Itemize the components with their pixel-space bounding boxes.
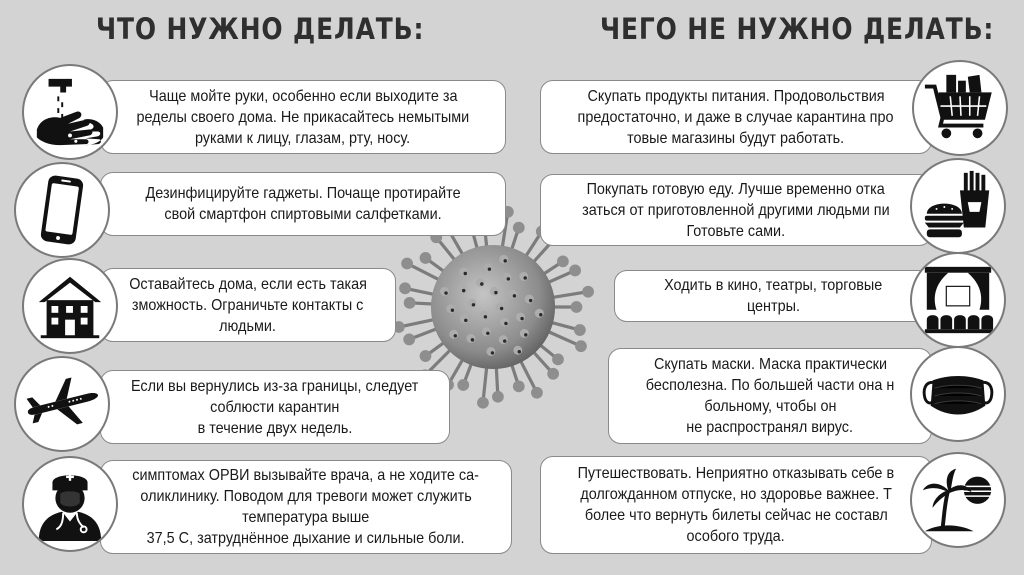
do-item-handwashing [100, 80, 506, 154]
do-item-line: свой смартфон спиртовыми салфетками. [164, 206, 442, 223]
dont-item-line: центры. [746, 298, 800, 315]
virus-spike-tip [531, 387, 543, 399]
virus-surface-bump [496, 303, 505, 312]
doctor-icon [31, 465, 109, 543]
do-item-line: Оставайтесь дома, если есть такая [129, 275, 367, 293]
virus-surface-bump [449, 330, 458, 339]
smartphone-icon [23, 171, 101, 249]
do-item-line: температура выше [242, 509, 370, 526]
dont-item-line: заться от приготовленной другими людьми пи [582, 201, 890, 219]
airplane-circle [14, 356, 110, 452]
smartphone-circle [14, 162, 110, 258]
virus-spike-tip [557, 255, 569, 267]
dont-item-ready-food [540, 174, 932, 246]
virus-surface-pore [480, 282, 483, 285]
do-item-line: Чаще мойте руки, особенно если выходите за [148, 87, 458, 105]
virus-surface-pore [454, 334, 457, 337]
virus-surface-bump [467, 299, 476, 308]
virus-surface-pore [471, 338, 474, 341]
hand-washing-icon [31, 73, 109, 151]
virus-surface-bump [440, 287, 449, 296]
do-item-line: 37,5 С, затруднённое дыхание и сильные боли. [147, 530, 465, 547]
virus-surface-bump [490, 287, 499, 296]
dont-item-buying-masks [608, 348, 932, 444]
dont-item-line: больному, чтобы он [703, 398, 837, 415]
virus-surface-pore [462, 289, 465, 292]
virus-spike-tip [582, 286, 594, 298]
virus-spike-tip [571, 301, 583, 313]
virus-spike-tip [513, 380, 525, 392]
dont-item-line: Скупать продукты питания. Продовольствия [587, 87, 885, 105]
face-mask-icon [919, 355, 997, 433]
virus-spike-tip [401, 258, 413, 270]
virus-surface-bump [459, 267, 468, 276]
virus-surface-pore [486, 332, 489, 335]
virus-surface-bump [482, 327, 491, 336]
virus-surface-bump [446, 304, 455, 313]
virus-surface-bump [486, 347, 495, 356]
dont-item-line: не распространял вирус. [686, 419, 854, 436]
do-item-line: Если вы вернулись из-за границы, следует [131, 377, 419, 395]
palm-island-circle [910, 452, 1006, 548]
virus-spike-tip [477, 397, 489, 409]
shopping-cart-circle [912, 60, 1008, 156]
virus-surface-bump [499, 335, 508, 344]
virus-surface-pore [472, 303, 475, 306]
do-item-quarantine [100, 370, 450, 444]
dont-item-line: особого труда. [686, 528, 786, 545]
virus-surface-bump [508, 290, 517, 299]
virus-surface-pore [444, 291, 447, 294]
virus-spike-tip [569, 265, 581, 277]
dont-item-line: предостаточно, и даже в случае карантина про [578, 108, 894, 126]
virus-surface-bump [520, 329, 529, 338]
virus-surface-pore [451, 309, 454, 312]
do-item-line: Дезинфицируйте гаджеты. Почаще протирайте [145, 185, 461, 202]
face-mask-circle [910, 346, 1006, 442]
virus-spike-tip [420, 252, 432, 264]
virus-surface-pore [529, 299, 532, 302]
dont-item-line: Готовьте сами. [686, 222, 786, 240]
do-item-line: ределы своего дома. Не прикасайтесь немытыми [136, 108, 470, 126]
virus-surface-pore [539, 313, 542, 316]
virus-spike-tip [399, 282, 411, 294]
dont-item-line: Путешествовать. Неприятно отказывать себе в [577, 465, 895, 482]
heading-dont: ЧЕГО НЕ НУЖНО ДЕЛАТЬ: [600, 12, 995, 46]
dont-item-line: долгожданном отпуске, но здоровье важнее. Т [580, 486, 892, 503]
virus-spike-tip [574, 324, 586, 336]
do-item-gadgets [100, 172, 506, 236]
virus-spike-tip [420, 350, 432, 362]
virus-surface-pore [513, 294, 516, 297]
virus-surface-bump [479, 311, 488, 320]
dont-item-line: бесполезна. По большей части она н [645, 377, 895, 394]
virus-surface-pore [491, 351, 494, 354]
virus-surface-bump [500, 317, 509, 326]
virus-surface-bump [525, 295, 534, 304]
dont-item-buying-food [540, 80, 932, 154]
do-item-call-doctor [100, 460, 512, 554]
virus-spike-tip [403, 334, 415, 346]
virus-surface-pore [488, 267, 491, 270]
virus-surface-pore [524, 333, 527, 336]
do-item-line: в течение двух недель. [197, 419, 353, 437]
dont-item-public-places [614, 270, 932, 322]
virus-surface-pore [504, 259, 507, 262]
do-item-line: соблюсти карантин [210, 398, 340, 416]
do-item-stay-home [100, 268, 396, 342]
virus-surface-pore [484, 315, 487, 318]
virus-spike-tip [547, 368, 559, 380]
virus-surface-bump [458, 285, 467, 294]
virus-spike-tip [575, 340, 587, 352]
virus-surface-pore [520, 317, 523, 320]
virus-surface-pore [518, 350, 521, 353]
house-circle [22, 258, 118, 354]
virus-surface-pore [464, 272, 467, 275]
handwashing-circle [22, 64, 118, 160]
fast-food-icon [919, 167, 997, 245]
virus-surface-bump [460, 314, 469, 323]
virus-surface-pore [503, 339, 506, 342]
do-item-line: руками к лицу, глазам, рту, носу. [195, 129, 411, 147]
virus-surface-bump [502, 273, 511, 282]
dont-item-line: более что вернуть билеты сейчас не составл [584, 507, 888, 524]
virus-surface-pore [507, 277, 510, 280]
dont-item-line: товые магазины будут работать. [627, 129, 845, 147]
theater-circle [910, 252, 1006, 348]
virus-surface-bump [516, 313, 525, 322]
virus-surface-bump [519, 272, 528, 281]
doctor-circle [22, 456, 118, 552]
dont-item-line: Скупать маски. Маска практически [653, 356, 887, 373]
virus-surface-pore [464, 319, 467, 322]
do-item-line: симптомах ОРВИ вызывайте врача, а не ходите са- [132, 467, 480, 484]
palm-island-icon [919, 461, 997, 539]
virus-surface-pore [504, 322, 507, 325]
fast-food-circle [910, 158, 1006, 254]
do-item-line: зможность. Ограничьте контакты с [132, 296, 364, 314]
virus-spike-tip [513, 222, 525, 234]
shopping-cart-icon [921, 69, 999, 147]
dont-item-line: Ходить в кино, театры, торговые [663, 277, 883, 294]
virus-surface-bump [466, 334, 475, 343]
virus-surface-bump [535, 309, 544, 318]
virus-spike-tip [492, 391, 504, 403]
do-item-line: оликлинику. Поводом для тревоги может служить [140, 488, 472, 505]
virus-surface-bump [483, 263, 492, 272]
virus-spike-tip [457, 379, 469, 391]
virus-spike-tip [552, 353, 564, 365]
virus-surface-pore [500, 307, 503, 310]
theater-icon [919, 261, 997, 339]
virus-surface-bump [499, 255, 508, 264]
house-icon [31, 267, 109, 345]
airplane-icon [23, 365, 101, 443]
virus-surface-pore [523, 276, 526, 279]
dont-item-line: Покупать готовую еду. Лучше временно отка [586, 180, 886, 198]
virus-surface-bump [513, 346, 522, 355]
virus-surface-bump [476, 278, 485, 287]
do-item-line: людьми. [219, 317, 277, 335]
heading-do: ЧТО НУЖНО ДЕЛАТЬ: [96, 12, 425, 46]
virus-spike-tip [404, 297, 416, 309]
dont-item-travel [540, 456, 932, 554]
virus-surface-pore [494, 291, 497, 294]
